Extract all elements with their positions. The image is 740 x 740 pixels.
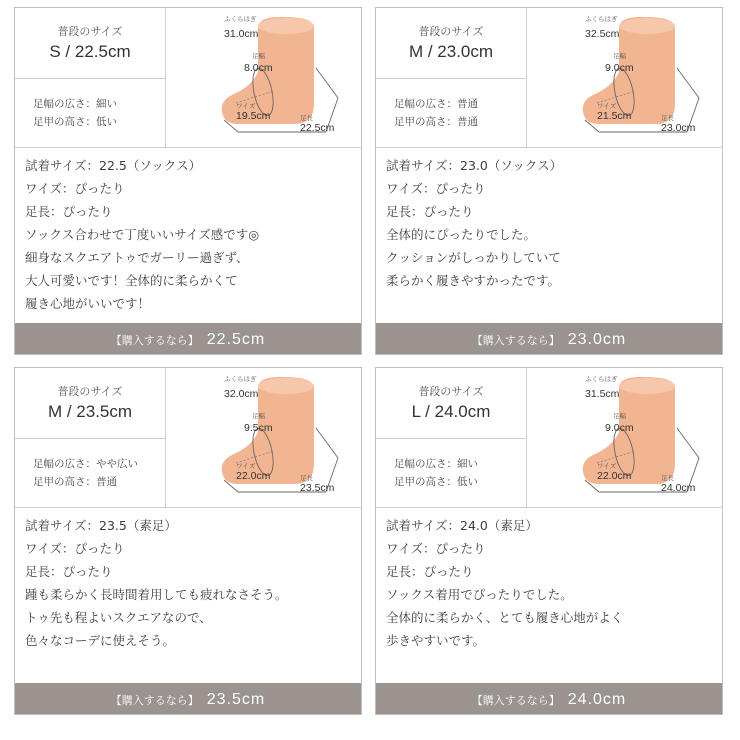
usual-size-label: 普段のサイズ xyxy=(418,385,484,398)
review-line: 試着サイズ：23.0（ソックス） xyxy=(386,158,563,173)
instep-height-fit: 足甲の高さ：低い xyxy=(394,476,478,488)
wise-value: 19.5cm xyxy=(236,110,271,122)
ankle-value: 8.0cm xyxy=(244,62,273,74)
review-line: 試着サイズ：23.5（素足） xyxy=(25,518,177,533)
ankle-label: 足幅 xyxy=(252,412,265,420)
review-line: 足長：ぴったり xyxy=(25,564,113,579)
instep-height-fit: 足甲の高さ：普通 xyxy=(33,476,117,488)
review-line: 足長：ぴったり xyxy=(25,204,113,219)
ankle-label: 足幅 xyxy=(613,412,626,420)
ankle-label: 足幅 xyxy=(613,52,626,60)
buy-size-bar xyxy=(376,323,722,354)
buy-label: 【購入するなら】 xyxy=(471,334,560,347)
buy-size-bar xyxy=(15,323,361,354)
review-line: ワイズ：ぴったり xyxy=(386,181,486,196)
foot-length-label: 足長 xyxy=(661,114,674,122)
calf-label: ふくらはぎ xyxy=(224,375,257,383)
buy-size: 24.0cm xyxy=(567,691,627,708)
review-line: 色々なコーデに使えそう。 xyxy=(25,633,176,648)
size-card xyxy=(14,367,362,715)
usual-size-box xyxy=(376,368,527,439)
foot-width-fit: 足幅の広さ：細い xyxy=(394,458,478,470)
review-text xyxy=(25,514,355,652)
ankle-value: 9.0cm xyxy=(605,422,634,434)
review-line: クッションがしっかりしていて xyxy=(386,250,561,265)
foot-measurement-illustration xyxy=(166,368,362,508)
size-card xyxy=(375,7,723,355)
foot-length-value: 22.5cm xyxy=(300,122,335,134)
review-line: 全体的にぴったりでした。 xyxy=(386,227,537,242)
usual-size-value: M / 23.0cm xyxy=(408,42,494,61)
review-line: 細身なスクエアトゥでガーリー過ぎず、 xyxy=(25,250,249,265)
calf-value: 31.0cm xyxy=(224,28,259,40)
buy-size: 22.5cm xyxy=(206,331,266,348)
usual-size-value: M / 23.5cm xyxy=(47,402,133,421)
foot-length-value: 23.0cm xyxy=(661,122,696,134)
fit-box xyxy=(376,78,527,148)
wise-label: ワイズ xyxy=(236,102,256,110)
review-line: 大人可愛いです！全体的に柔らかくて xyxy=(25,273,238,288)
review-line: 全体的に柔らかく、とても履き心地がよく xyxy=(386,610,624,625)
usual-size-value: L / 24.0cm xyxy=(411,402,491,421)
review-line: ソックス着用でぴったりでした。 xyxy=(386,587,573,602)
review-line: 柔らかく履きやすかったです。 xyxy=(386,273,561,288)
fit-box xyxy=(15,438,166,508)
foot-length-value: 23.5cm xyxy=(300,482,335,494)
buy-label: 【購入するなら】 xyxy=(110,334,199,347)
fit-box xyxy=(15,78,166,148)
foot-length-label: 足長 xyxy=(300,474,313,482)
buy-label: 【購入するなら】 xyxy=(471,694,560,707)
review-line: 履き心地がいいです！ xyxy=(25,296,151,311)
calf-value: 31.5cm xyxy=(585,388,620,400)
review-text xyxy=(25,154,355,315)
calf-value: 32.5cm xyxy=(585,28,620,40)
instep-height-fit: 足甲の高さ：普通 xyxy=(394,116,478,128)
review-line: 試着サイズ：24.0（素足） xyxy=(386,518,538,533)
wise-label: ワイズ xyxy=(236,462,256,470)
review-line: ワイズ：ぴったり xyxy=(25,181,125,196)
usual-size-value: S / 22.5cm xyxy=(49,42,131,61)
size-card xyxy=(375,367,723,715)
foot-measurement-illustration xyxy=(527,368,723,508)
instep-height-fit: 足甲の高さ：低い xyxy=(33,116,117,128)
calf-value: 32.0cm xyxy=(224,388,259,400)
review-line: 足長：ぴったり xyxy=(386,564,474,579)
ankle-value: 9.5cm xyxy=(244,422,273,434)
foot-width-fit: 足幅の広さ：やや広い xyxy=(33,458,138,470)
calf-label: ふくらはぎ xyxy=(585,15,618,23)
calf-label: ふくらはぎ xyxy=(585,375,618,383)
usual-size-label: 普段のサイズ xyxy=(57,25,123,38)
usual-size-box xyxy=(376,8,527,79)
foot-width-fit: 足幅の広さ：細い xyxy=(33,98,117,110)
size-card xyxy=(14,7,362,355)
usual-size-label: 普段のサイズ xyxy=(57,385,123,398)
foot-length-value: 24.0cm xyxy=(661,482,696,494)
buy-size-bar xyxy=(376,683,722,714)
wise-value: 22.0cm xyxy=(597,470,632,482)
review-text xyxy=(386,154,716,292)
wise-value: 22.0cm xyxy=(236,470,271,482)
usual-size-label: 普段のサイズ xyxy=(418,25,484,38)
foot-measurement-illustration xyxy=(527,8,723,148)
wise-label: ワイズ xyxy=(597,102,617,110)
usual-size-box xyxy=(15,368,166,439)
review-line: 足長：ぴったり xyxy=(386,204,474,219)
foot-length-label: 足長 xyxy=(661,474,674,482)
review-text xyxy=(386,514,716,652)
buy-label: 【購入するなら】 xyxy=(110,694,199,707)
review-line: 歩きやすいです。 xyxy=(386,633,486,648)
foot-length-label: 足長 xyxy=(300,114,313,122)
usual-size-box xyxy=(15,8,166,79)
wise-value: 21.5cm xyxy=(597,110,632,122)
review-line: トゥ先も程よいスクエアなので、 xyxy=(25,610,212,625)
foot-measurement-illustration xyxy=(166,8,362,148)
wise-label: ワイズ xyxy=(597,462,617,470)
review-line: ソックス合わせで丁度いいサイズ感です◎ xyxy=(25,227,260,242)
review-line: ワイズ：ぴったり xyxy=(386,541,486,556)
ankle-label: 足幅 xyxy=(252,52,265,60)
fit-box xyxy=(376,438,527,508)
ankle-value: 9.0cm xyxy=(605,62,634,74)
buy-size-bar xyxy=(15,683,361,714)
review-line: ワイズ：ぴったり xyxy=(25,541,125,556)
review-line: 踵も柔らかく長時間着用しても疲れなさそう。 xyxy=(25,587,288,602)
buy-size: 23.5cm xyxy=(206,691,266,708)
foot-width-fit: 足幅の広さ：普通 xyxy=(394,98,478,110)
review-line: 試着サイズ：22.5（ソックス） xyxy=(25,158,202,173)
calf-label: ふくらはぎ xyxy=(224,15,257,23)
buy-size: 23.0cm xyxy=(567,331,627,348)
